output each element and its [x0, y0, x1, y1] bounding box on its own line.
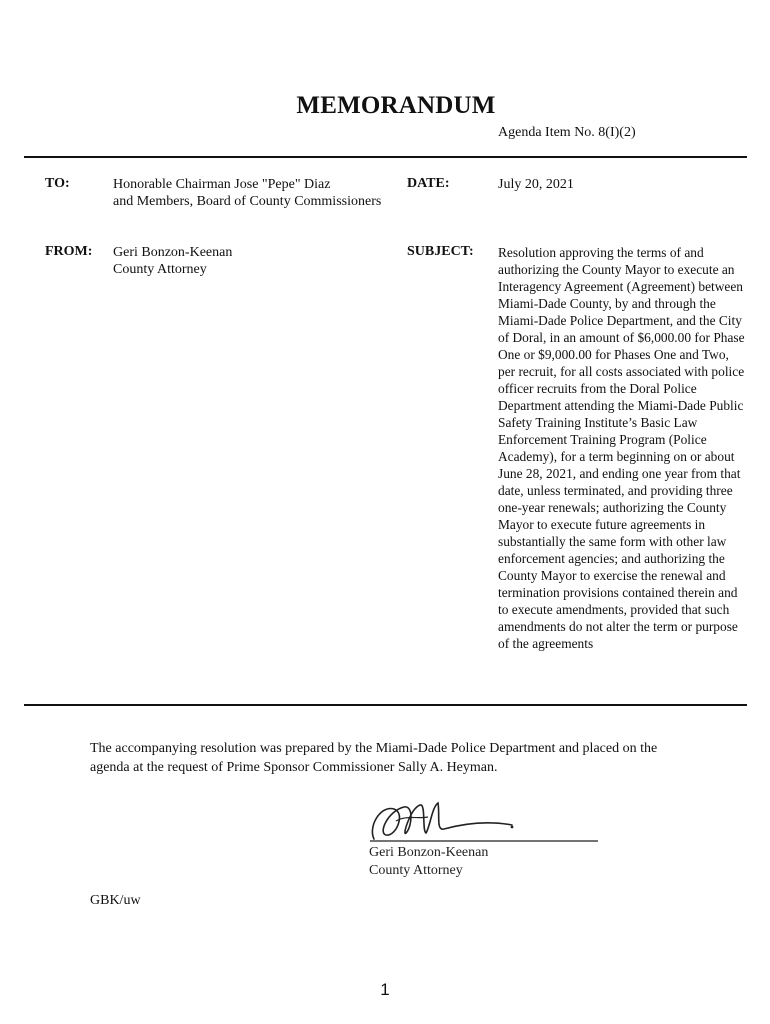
to-recipient	[113, 176, 381, 210]
subject-text: Resolution approving the terms of and authorizing the County Mayor to execute an Interagency Agreement (Agreement) between Miami-Dade County, by and through the Miami-Dade Police Department, and the City of Doral, in an amount of $6,000.00 for Phase One or $9,000.00 for Phases One and Two, per recruit, for all costs associated with police officer recruits from the Doral Police Department attending the Miami-Dade Public Safety Training Institute’s Basic Law Enforcement Training Program (Police Academy), for a term beginning on or about June 28, 2021, and ending one year from that date, unless terminated, and providing three one-year renewals; authorizing the County Mayor to execute future agreements in substantially the same form with other law enforcement agencies; and authorizing the County Mayor to exercise the renewal and termination provisions contained therein and to execute amendments, provided that such amendments do not alter the term or purpose of the agreements	[498, 245, 745, 651]
body-paragraph: The accompanying resolution was prepared by the Miami-Dade Police Department and placed on the agenda at the request of Prime Sponsor Commissioner Sally A. Heyman.	[90, 741, 658, 775]
agenda-item-number: Agenda Item No. 8(I)(2)	[498, 125, 636, 140]
from-label: FROM:	[45, 244, 93, 259]
page-number: 1	[380, 980, 390, 999]
bottom-divider	[24, 704, 747, 706]
signature-name: Geri Bonzon-Keenan	[369, 845, 489, 860]
signature-image	[366, 797, 602, 847]
page-title: MEMORANDUM	[296, 92, 496, 119]
typist-initials: GBK/uw	[90, 893, 141, 908]
to-line-2: and Members, Board of County Commissioners	[113, 194, 382, 209]
signature-title: County Attorney	[369, 862, 463, 878]
subject-label: SUBJECT:	[407, 244, 474, 259]
to-label: TO:	[45, 176, 70, 191]
from-line-2: County Attorney	[113, 262, 207, 277]
from-sender	[113, 244, 232, 278]
date-value: July 20, 2021	[498, 177, 574, 192]
from-line-1: Geri Bonzon-Keenan	[113, 245, 233, 260]
top-divider	[24, 156, 747, 158]
signature-block	[369, 844, 488, 879]
date-label: DATE:	[407, 176, 450, 191]
to-line-1: Honorable Chairman Jose "Pepe" Diaz	[113, 177, 331, 192]
